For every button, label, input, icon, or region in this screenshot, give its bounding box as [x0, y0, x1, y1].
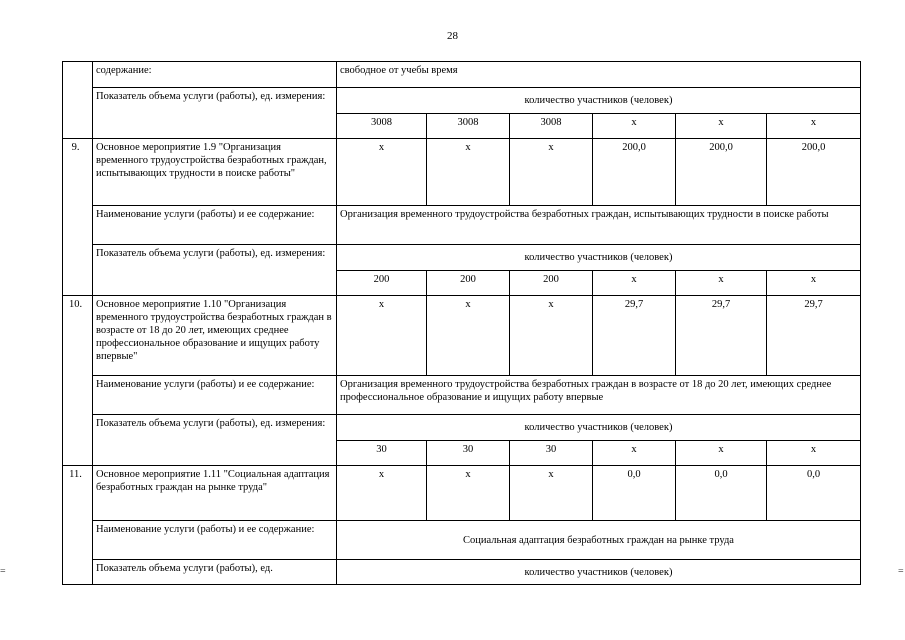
item-number: 9. — [63, 139, 93, 296]
value-cell: х — [337, 139, 427, 206]
value-cell: 3008 — [510, 114, 593, 139]
row-value: Организация временного трудоустройства безработных граждан, испытывающих трудности в поиске работы — [337, 206, 861, 245]
table-row — [63, 521, 861, 560]
value-cell: х — [510, 466, 593, 521]
unit-cell: количество участников (человек) — [337, 245, 861, 271]
table-row — [63, 466, 861, 521]
value-cell: 0,0 — [593, 466, 676, 521]
row-value: свободное от учебы время — [337, 62, 861, 88]
unit-cell: количество участников (человек) — [337, 88, 861, 114]
value-cell: 30 — [510, 441, 593, 466]
item-description: Основное мероприятие 1.10 "Организация временного трудоустройства безработных граждан в возрасте от 18 до 20 лет, имеющих среднее профессиональное образование и ищущих работу впервые" — [93, 296, 337, 376]
value-cell: 200,0 — [593, 139, 676, 206]
value-cell: 200 — [427, 271, 510, 296]
value-cell: х — [510, 139, 593, 206]
value-cell: х — [593, 441, 676, 466]
table-row — [63, 560, 861, 585]
page-number: 28 — [447, 30, 458, 42]
table-row — [63, 88, 861, 114]
value-cell: х — [593, 114, 676, 139]
value-cell: 30 — [337, 441, 427, 466]
value-cell: х — [427, 296, 510, 376]
unit-cell: количество участников (человек) — [337, 560, 861, 585]
item-description: Основное мероприятие 1.9 "Организация временного трудоустройства безработных граждан, испытывающих трудности в поиске работы" — [93, 139, 337, 206]
row-label: Показатель объема услуги (работы), ед. — [93, 560, 337, 585]
number-cell — [63, 62, 93, 139]
value-cell: 200,0 — [676, 139, 767, 206]
value-cell: х — [337, 296, 427, 376]
row-label: Показатель объема услуги (работы), ед. измерения: — [93, 415, 337, 466]
value-cell: 3008 — [427, 114, 510, 139]
value-cell: 200 — [510, 271, 593, 296]
row-label: Наименование услуги (работы) и ее содержание: — [93, 521, 337, 560]
row-label: Показатель объема услуги (работы), ед. измерения: — [93, 245, 337, 296]
row-value: Организация временного трудоустройства безработных граждан в возрасте от 18 до 20 лет, имеющих среднее профессиональное образование и ищущих работу впервые — [337, 376, 861, 415]
value-cell: х — [767, 114, 861, 139]
item-description: Основное мероприятие 1.11 "Социальная адаптация безработных граждан на рынке труда" — [93, 466, 337, 521]
row-value: Социальная адаптация безработных граждан на рынке труда — [337, 521, 861, 560]
value-cell: 200,0 — [767, 139, 861, 206]
value-cell: х — [767, 441, 861, 466]
table-row — [63, 139, 861, 206]
value-cell: 30 — [427, 441, 510, 466]
table-row — [63, 245, 861, 271]
row-label: Наименование услуги (работы) и ее содержание: — [93, 376, 337, 415]
value-cell: х — [427, 466, 510, 521]
value-cell: 200 — [337, 271, 427, 296]
unit-cell: количество участников (человек) — [337, 415, 861, 441]
right-margin-mark: = — [898, 566, 904, 577]
table-row — [63, 296, 861, 376]
left-margin-mark: = — [0, 566, 6, 577]
table-row — [63, 206, 861, 245]
value-cell: х — [593, 271, 676, 296]
row-label: Наименование услуги (работы) и ее содержание: — [93, 206, 337, 245]
value-cell: х — [676, 114, 767, 139]
table-row — [63, 415, 861, 441]
value-cell: х — [337, 466, 427, 521]
value-cell: 29,7 — [593, 296, 676, 376]
table-row — [63, 376, 861, 415]
row-label: содержание: — [93, 62, 337, 88]
value-cell: 3008 — [337, 114, 427, 139]
value-cell: х — [427, 139, 510, 206]
measures-table — [62, 61, 861, 585]
value-cell: 0,0 — [767, 466, 861, 521]
value-cell: х — [676, 441, 767, 466]
value-cell: х — [676, 271, 767, 296]
row-label: Показатель объема услуги (работы), ед. измерения: — [93, 88, 337, 139]
value-cell: 0,0 — [676, 466, 767, 521]
item-number: 11. — [63, 466, 93, 585]
value-cell: 29,7 — [676, 296, 767, 376]
item-number: 10. — [63, 296, 93, 466]
table-row — [63, 62, 861, 88]
value-cell: х — [767, 271, 861, 296]
value-cell: х — [510, 296, 593, 376]
value-cell: 29,7 — [767, 296, 861, 376]
